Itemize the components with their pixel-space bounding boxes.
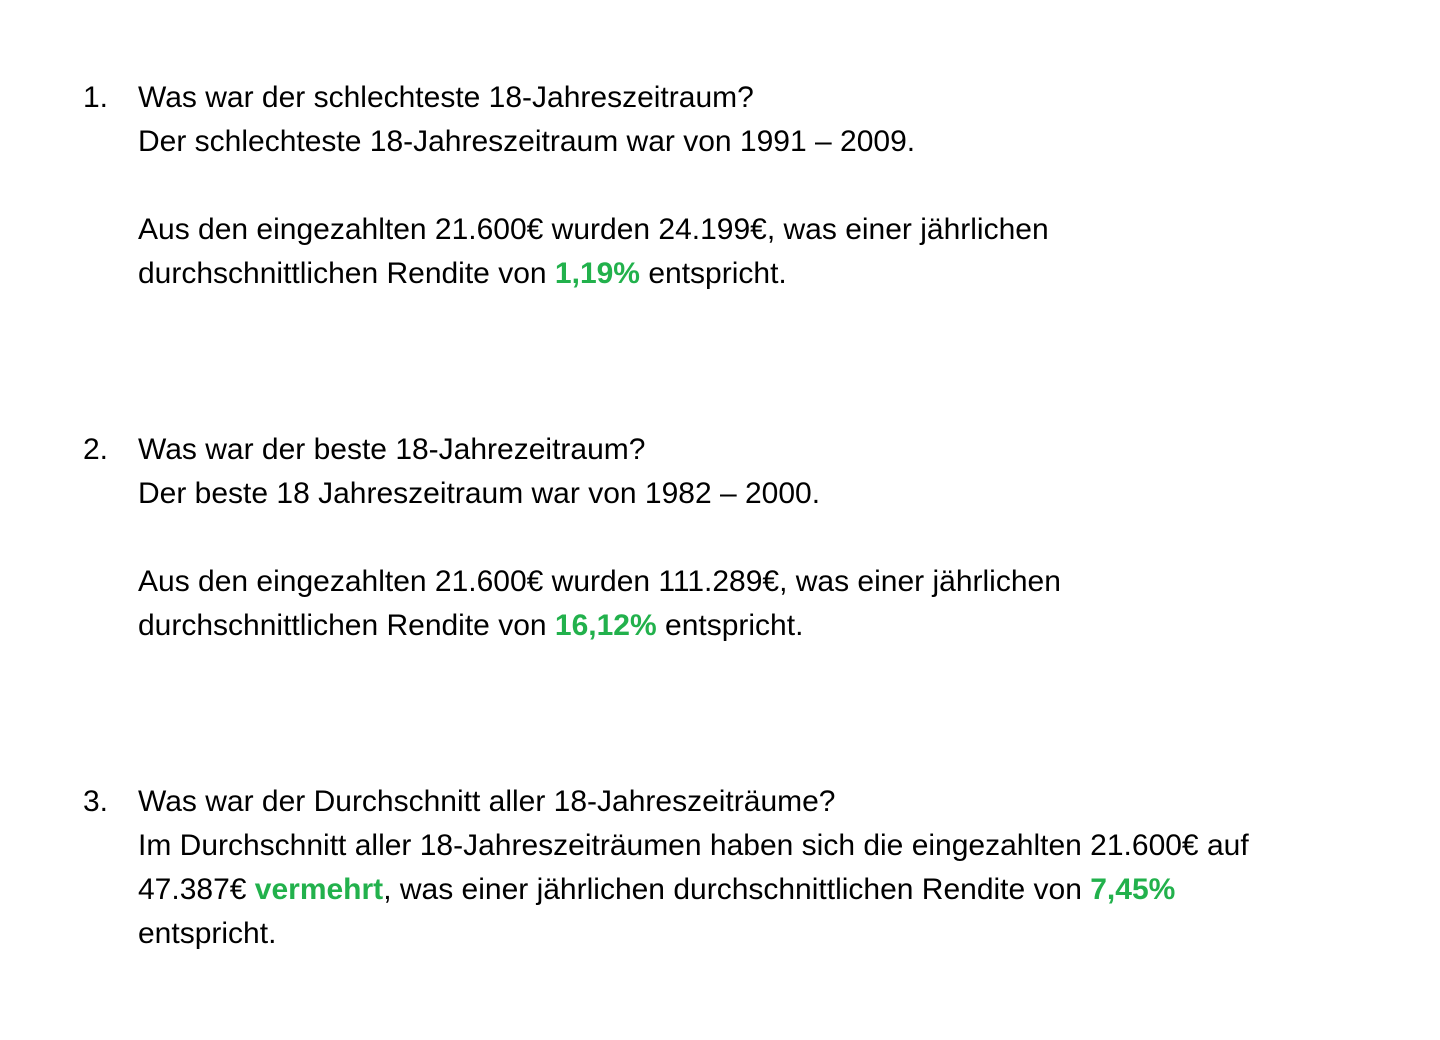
- detail-prefix: durchschnittlichen Rendite von: [138, 609, 555, 642]
- list-item-content: [138, 76, 1428, 296]
- detail-line: entspricht.: [138, 917, 277, 950]
- paragraph-gap: [138, 164, 1428, 208]
- list-item-content: [138, 780, 1428, 956]
- paragraph-gap: [138, 516, 1428, 560]
- detail-line: Aus den eingezahlten 21.600€ wurden 111.289€, was einer jährlichen: [138, 565, 1061, 598]
- detail-line: Aus den eingezahlten 21.600€ wurden 24.199€, was einer jährlichen: [138, 213, 1049, 246]
- list-item-content: [138, 428, 1428, 648]
- question-text: Was war der schlechteste 18-Jahreszeitraum?: [138, 81, 754, 114]
- highlight-word: vermehrt: [254, 873, 384, 906]
- detail-line: [138, 604, 1428, 648]
- detail-prefix: durchschnittlichen Rendite von: [138, 257, 555, 290]
- detail-prefix: 47.387€: [138, 873, 255, 906]
- list-number: 1.: [83, 81, 109, 114]
- period-text: Der schlechteste 18-Jahreszeitraum war von 1991 – 2009.: [138, 125, 916, 158]
- detail-middle: , was einer jährlichen durchschnittlichen Rendite von: [383, 873, 1091, 906]
- return-value-highlight: 1,19%: [554, 257, 640, 290]
- detail-line: [138, 252, 1428, 296]
- list-number: 3.: [83, 785, 109, 818]
- question-text: Was war der beste 18-Jahrezeitraum?: [138, 433, 646, 466]
- detail-line: Im Durchschnitt aller 18-Jahreszeiträumen haben sich die eingezahlten 21.600€ auf: [138, 829, 1249, 862]
- detail-line: [138, 868, 1428, 912]
- list-number: 2.: [83, 433, 109, 466]
- detail-suffix: entspricht.: [640, 257, 787, 290]
- return-value-highlight: 7,45%: [1090, 873, 1176, 906]
- question-text: Was war der Durchschnitt aller 18-Jahreszeiträume?: [138, 785, 836, 818]
- detail-suffix: entspricht.: [656, 609, 804, 642]
- period-text: Der beste 18 Jahreszeitraum war von 1982 – 2000.: [138, 477, 821, 510]
- return-value-highlight: 16,12%: [554, 609, 657, 642]
